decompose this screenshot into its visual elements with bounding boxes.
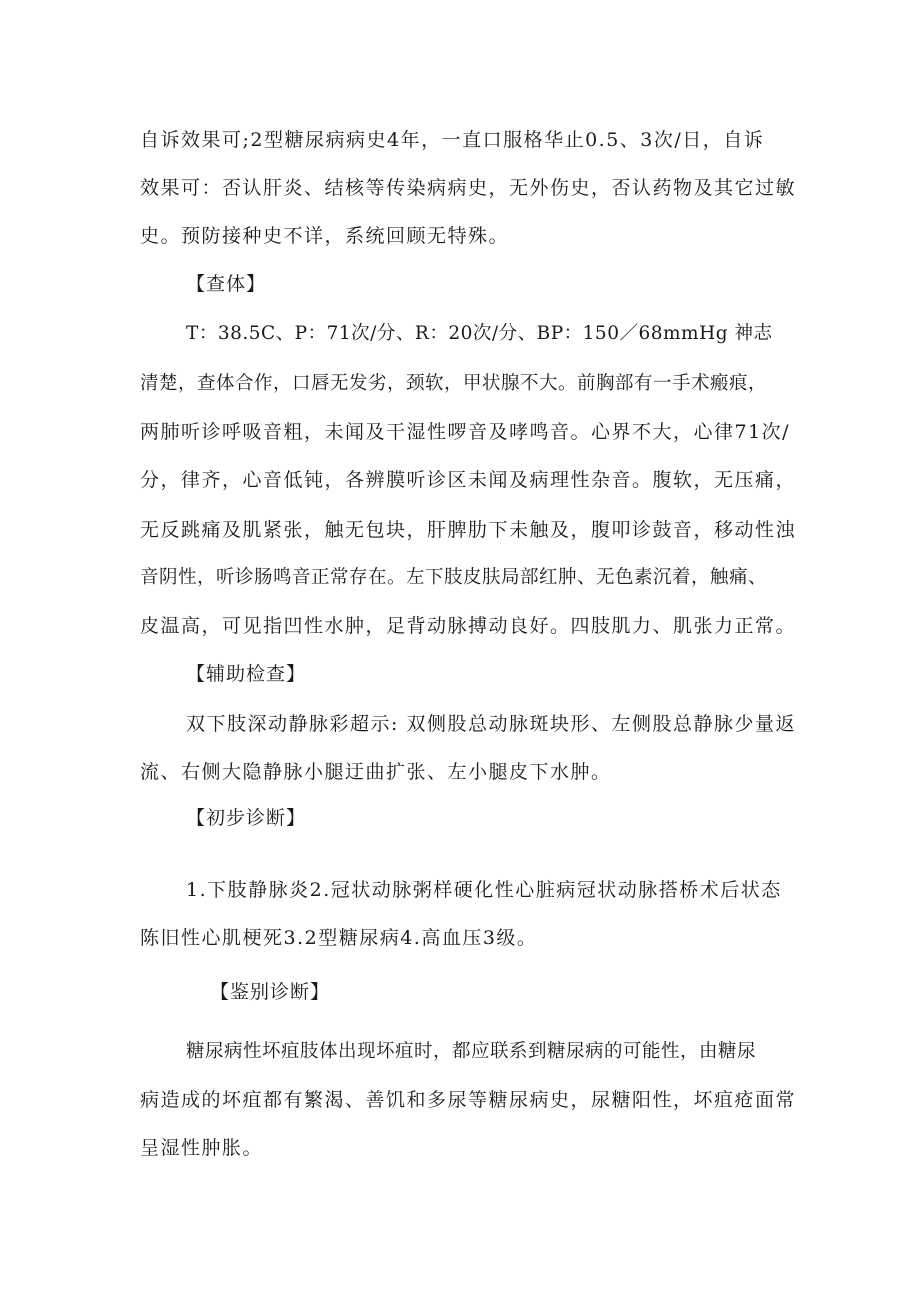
history-line-1: 自诉效果可;2型糖尿病病史4年，一直口服格华止0.5、3次/日，自诉 — [140, 129, 765, 151]
differential-line-3: 呈湿性肿胀。 — [140, 1137, 264, 1159]
exam-heading: 【查体】 — [186, 273, 267, 295]
exam-line-5: 无反跳痛及肌紧张，触无包块，肝脾肋下未触及，腹叩诊鼓音，移动性浊 — [140, 519, 797, 541]
prelim-heading: 【初步诊断】 — [186, 807, 307, 829]
history-line-3: 史。预防接种史不详，系统回顾无特殊。 — [140, 225, 510, 247]
exam-line-6: 音阴性，听诊肠鸣音正常存在。左下肢皮肤局部红肿、无色素沉着，触痛、 — [140, 567, 768, 588]
exam-line-4: 分，律齐，心音低钝，各辨膜听诊区未闻及病理性杂音。腹软，无压痛， — [140, 469, 797, 491]
prelim-line-2: 陈旧性心肌梗死3.2型糖尿病4.高血压3级。 — [140, 927, 538, 949]
exam-line-3: 两肺听诊呼吸音粗，未闻及干湿性啰音及哮鸣音。心界不大，心律71次/ — [140, 421, 791, 443]
aux-line-2: 流、右侧大隐静脉小腿迂曲扩张、左小腿皮下水肿。 — [140, 761, 612, 783]
differential-line-2: 病造成的坏疽都有繁渴、善饥和多尿等糖尿病史，尿糖阳性，坏疽疮面常 — [140, 1089, 797, 1111]
prelim-line-1: 1.下肢静脉炎2.冠状动脉粥样硬化性心脏病冠状动脉搭桥术后状态 — [186, 879, 782, 901]
aux-line-1: 双下肢深动静脉彩超示: 双侧股总动脉斑块形、左侧股总静脉少量返 — [186, 713, 796, 735]
aux-heading: 【辅助检查】 — [186, 663, 307, 685]
exam-line-1: T：38.5C、P：71次/分、R：20次/分、BP：150／68mmHg 神志 — [186, 323, 773, 344]
differential-heading: 【鉴别诊断】 — [210, 981, 331, 1003]
history-line-2: 效果可：否认肝炎、结核等传染病病史，无外伤史，否认药物及其它过敏 — [140, 177, 797, 199]
differential-line-1: 糖尿病性坏疽肢体出现坏疽时，都应联系到糖尿病的可能性，由糖尿 — [186, 1041, 757, 1062]
exam-line-2: 清楚，查体合作，口唇无发劣，颈软，甲状腺不大。前胸部有一手术瘢痕， — [140, 373, 768, 394]
exam-line-7: 皮温高，可见指凹性水肿，足背动脉搏动良好。四肢肌力、肌张力正常。 — [140, 615, 797, 637]
